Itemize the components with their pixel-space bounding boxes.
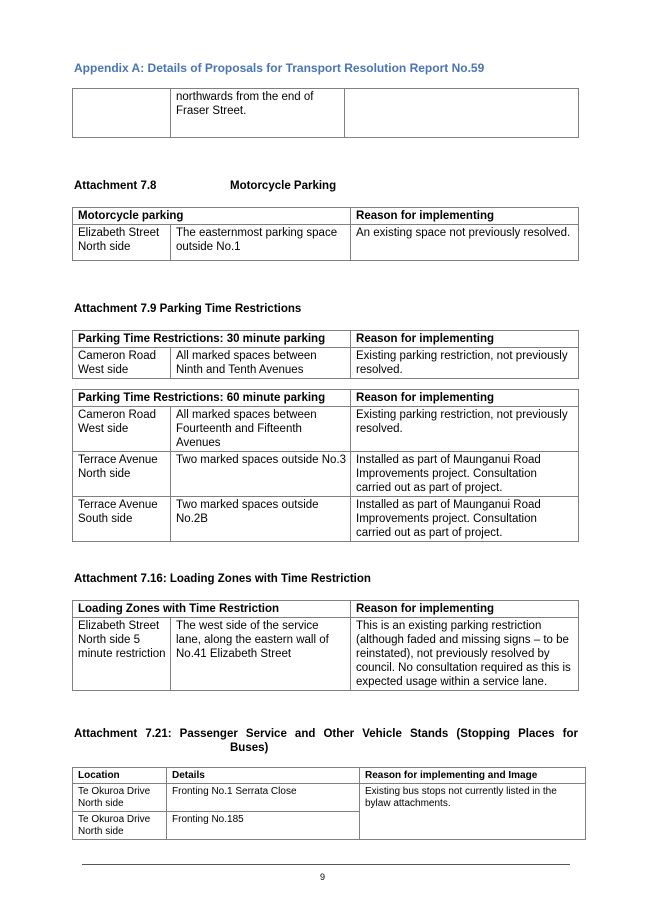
table-header-row — [73, 208, 579, 225]
column-header: Location — [73, 768, 167, 784]
loading-zones-table — [72, 600, 579, 691]
column-header: Parking Time Restrictions: 60 minute parking — [73, 390, 351, 407]
column-header: Details — [167, 768, 360, 784]
table-row — [73, 89, 579, 138]
table-cell: Installed as part of Maunganui Road Improvements project. Consultation carried out as part of project. — [351, 497, 579, 542]
table-cell: Existing parking restriction, not previously resolved. — [351, 348, 579, 379]
table-header-row — [73, 601, 579, 618]
bus-stops-table — [72, 767, 586, 840]
attachment-title: Attachment 7.9 Parking Time Restrictions — [74, 303, 302, 315]
table-cell: Cameron Road West side — [73, 348, 171, 379]
table-header-row — [73, 331, 579, 348]
table-cell: All marked spaces between Fourteenth and Fifteenth Avenues — [171, 407, 351, 452]
table-cell: Terrace Avenue North side — [73, 452, 171, 497]
page-number: 9 — [319, 872, 325, 882]
table-row — [73, 618, 579, 691]
table-cell: Te Okuroa Drive North side — [73, 784, 167, 812]
table-cell: Two marked spaces outside No.2B — [171, 497, 351, 542]
column-header: Loading Zones with Time Restriction — [73, 601, 351, 618]
table-row — [73, 225, 579, 261]
attachment-title: Attachment 7.16: Loading Zones with Time Restriction — [74, 573, 371, 585]
column-header: Reason for implementing — [351, 208, 579, 225]
column-header: Reason for implementing — [351, 331, 579, 348]
table-cell: Elizabeth Street North side — [73, 225, 171, 261]
attachment-title: Attachment 7.21: Passenger Service and Other Vehicle Stands (Stopping Places for — [74, 728, 578, 740]
table-cell: Two marked spaces outside No.3 — [171, 452, 351, 497]
column-header: Reason for implementing — [351, 390, 579, 407]
column-header: Motorcycle parking — [73, 208, 351, 225]
table-cell: Terrace Avenue South side — [73, 497, 171, 542]
table-cell: northwards from the end of Fraser Street. — [171, 89, 345, 138]
appendix-title: Appendix A: Details of Proposals for Transport Resolution Report No.59 — [74, 61, 485, 75]
parking-60min-table — [72, 389, 579, 542]
table-cell: The easternmost parking space outside No.1 — [171, 225, 351, 261]
table-cell: All marked spaces between Ninth and Tenth Avenues — [171, 348, 351, 379]
table-cell: Existing parking restriction, not previously resolved. — [351, 407, 579, 452]
table-cell: Existing bus stops not currently listed in the bylaw attachments. — [360, 784, 586, 840]
table-header-row — [73, 390, 579, 407]
table-cell: Elizabeth Street North side 5 minute restriction — [73, 618, 171, 691]
motorcycle-parking-table — [72, 207, 579, 261]
column-header: Reason for implementing — [351, 601, 579, 618]
table-cell: An existing space not previously resolved. — [351, 225, 579, 261]
continuation-table — [72, 88, 579, 138]
table-cell: Te Okuroa Drive North side — [73, 812, 167, 840]
table-cell: Installed as part of Maunganui Road Improvements project. Consultation carried out as part of project. — [351, 452, 579, 497]
table-row — [73, 452, 579, 497]
table-row — [73, 348, 579, 379]
table-row — [73, 407, 579, 452]
table-header-row — [73, 768, 586, 784]
table-cell: Fronting No.1 Serrata Close — [167, 784, 360, 812]
table-row — [73, 497, 579, 542]
table-cell: Cameron Road West side — [73, 407, 171, 452]
attachment-title: Motorcycle Parking — [230, 180, 337, 192]
table-cell: Fronting No.185 — [167, 812, 360, 840]
attachment-title-continued: Buses) — [230, 742, 269, 754]
footer-divider — [82, 864, 570, 865]
table-row — [73, 784, 586, 812]
table-cell: The west side of the service lane, along the eastern wall of No.41 Elizabeth Street — [171, 618, 351, 691]
table-cell — [73, 89, 171, 138]
column-header: Reason for implementing and Image — [360, 768, 586, 784]
table-cell — [345, 89, 579, 138]
table-cell: This is an existing parking restriction (although faded and missing signs – to be reinstated), not previously resolved by council. No consultation required as this is expected usage within a service lane. — [351, 618, 579, 691]
parking-30min-table — [72, 330, 579, 379]
attachment-label: Attachment 7.8 — [74, 180, 157, 192]
column-header: Parking Time Restrictions: 30 minute parking — [73, 331, 351, 348]
